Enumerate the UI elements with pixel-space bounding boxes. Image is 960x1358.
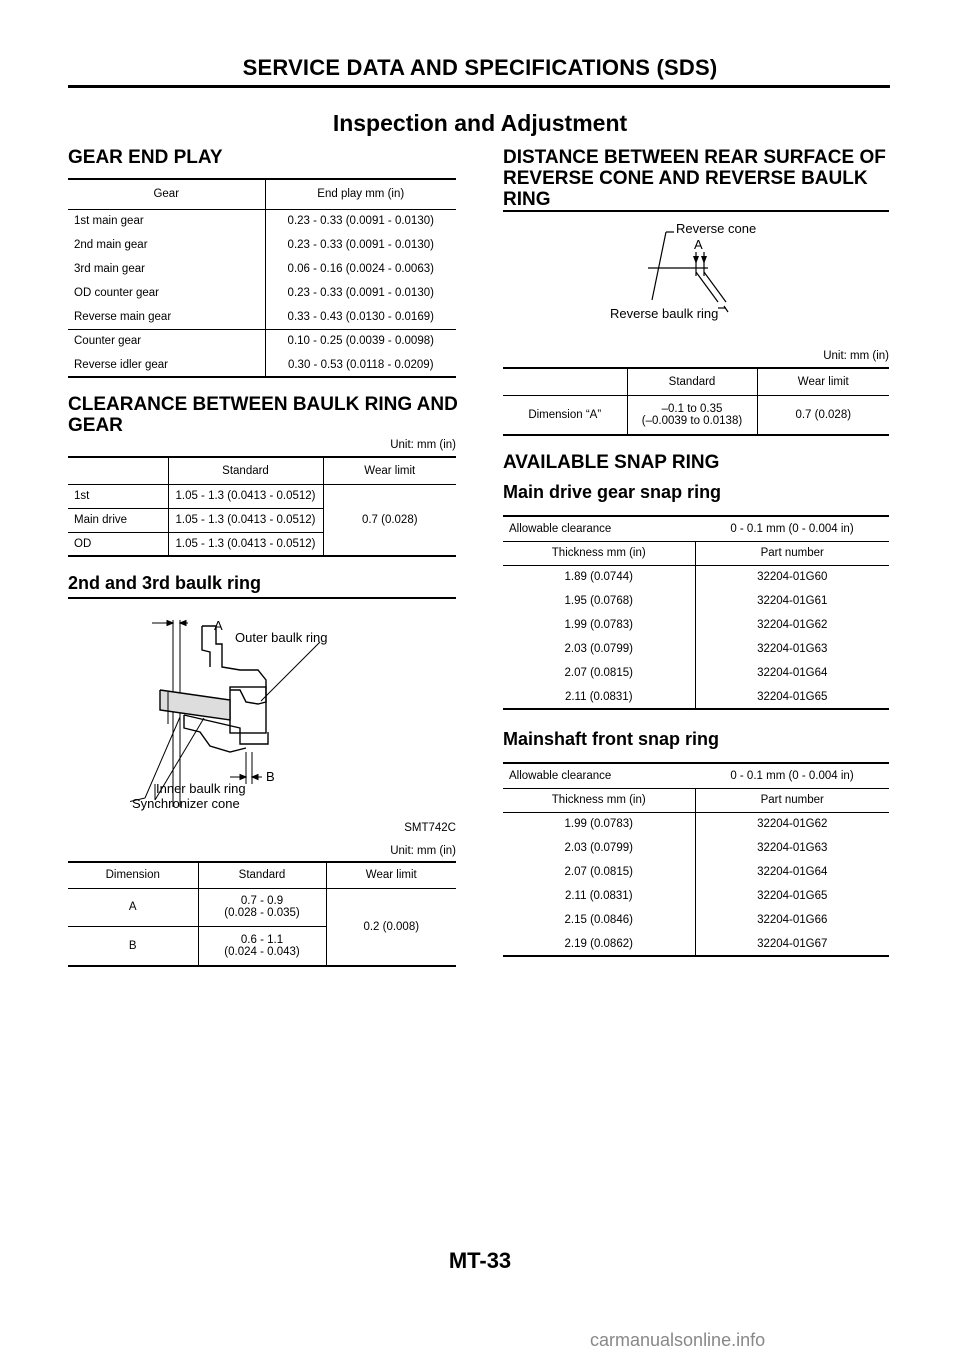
table-cell: 1.05 - 1.3 (0.0413 - 0.0512) xyxy=(168,484,323,508)
clearance-title-line2: GEAR xyxy=(68,415,123,436)
unit-label: Unit: mm (in) xyxy=(390,439,456,451)
col-wear-limit: Wear limit xyxy=(364,464,416,477)
table-cell: 2.11 (0.0831) xyxy=(503,884,695,908)
fig-label-a: A xyxy=(694,237,703,252)
table-cell: 1.05 - 1.3 (0.0413 - 0.0512) xyxy=(168,508,323,532)
reverse-title xyxy=(503,147,886,210)
section-rule xyxy=(503,210,889,212)
fig-label-sync: Synchronizer cone xyxy=(132,796,240,811)
table-cell: 32204-01G64 xyxy=(757,866,828,878)
gear-end-play-table xyxy=(68,178,456,378)
col-dimension: Dimension xyxy=(68,862,198,888)
mainshaft-title: Mainshaft front snap ring xyxy=(503,729,719,749)
unit-label: Unit: mm (in) xyxy=(390,845,456,857)
col-standard: Standard xyxy=(627,368,757,395)
table-cell: 32204-01G66 xyxy=(757,914,828,926)
main-drive-table xyxy=(503,515,889,710)
table-cell xyxy=(627,395,757,435)
col-wear-limit: Wear limit xyxy=(797,375,849,388)
col-thickness: Thickness mm (in) xyxy=(503,541,695,565)
table-cell: 0.33 - 0.43 (0.0130 - 0.0169) xyxy=(287,310,434,323)
col-gear: Gear xyxy=(68,179,265,209)
table-cell: Dimension “A” xyxy=(503,395,627,435)
table-cell: 1.99 (0.0783) xyxy=(503,812,695,836)
std-value-in: (–0.0039 to 0.0138) xyxy=(641,414,743,427)
allowable-value: 0 - 0.1 mm (0 - 0.004 in) xyxy=(730,522,854,535)
snap-ring-title: AVAILABLE SNAP RING xyxy=(503,452,720,473)
section-rule xyxy=(68,597,456,599)
std-value: 0.6 - 1.1 xyxy=(240,933,284,946)
table-cell: 1.05 - 1.3 (0.0413 - 0.0512) xyxy=(168,532,323,556)
table-cell: 2.03 (0.0799) xyxy=(503,836,695,860)
clearance-title xyxy=(68,394,458,436)
table-cell: 2nd main gear xyxy=(68,233,265,257)
table-cell: Main drive xyxy=(68,508,168,532)
col-end-play: End play mm (in) xyxy=(317,188,405,201)
table-cell: 32204-01G63 xyxy=(757,842,828,854)
std-value-in: (0.024 - 0.043) xyxy=(224,945,300,958)
fig-label-a: A xyxy=(214,618,223,633)
col-part-number: Part number xyxy=(760,547,824,559)
std-value: 0.7 - 0.9 xyxy=(240,895,284,907)
table-cell: OD xyxy=(68,532,168,556)
reverse-title-line2: REVERSE CONE AND REVERSE BAULK xyxy=(503,168,868,189)
table-cell: 32204-01G67 xyxy=(757,937,828,950)
table-cell: 1st main gear xyxy=(68,209,265,233)
reverse-title-line3: RING xyxy=(503,189,551,210)
table-cell: 3rd main gear xyxy=(68,257,265,281)
wear-limit-cell: 0.2 (0.008) xyxy=(363,920,420,933)
clearance-table xyxy=(68,456,456,557)
table-cell: 2.03 (0.0799) xyxy=(503,637,695,661)
allowable-label: Allowable clearance xyxy=(509,769,612,782)
std-value-in: (0.028 - 0.035) xyxy=(224,907,300,919)
table-cell: 0.23 - 0.33 (0.0091 - 0.0130) xyxy=(287,287,434,299)
col-wear-limit: Wear limit xyxy=(365,869,417,882)
watermark: carmanualsonline.info xyxy=(590,1330,766,1350)
wear-limit-cell: 0.7 (0.028) xyxy=(361,513,418,526)
baulk-23-title: 2nd and 3rd baulk ring xyxy=(68,573,262,593)
header-rule xyxy=(68,85,890,88)
std-value: –0.1 to 0.35 xyxy=(661,402,723,415)
reverse-table xyxy=(503,367,889,436)
table-cell: 2.11 (0.0831) xyxy=(503,685,695,709)
page-title: Inspection and Adjustment xyxy=(332,110,628,136)
baulk-23-table xyxy=(68,861,456,967)
baulk-ring-figure xyxy=(130,612,360,817)
clearance-title-line1: CLEARANCE BETWEEN BAULK RING AND xyxy=(68,394,458,415)
page-number: MT-33 xyxy=(448,1248,512,1273)
table-cell: 32204-01G62 xyxy=(757,619,828,631)
table-cell: 2.19 (0.0862) xyxy=(503,932,695,956)
reverse-ring-figure xyxy=(608,220,768,325)
col-thickness: Thickness mm (in) xyxy=(503,788,695,812)
fig-label-reverse-baulk: Reverse baulk ring xyxy=(610,306,719,321)
table-cell: OD counter gear xyxy=(68,281,265,305)
table-cell: 1.99 (0.0783) xyxy=(503,613,695,637)
table-cell: 1st xyxy=(68,484,168,508)
table-cell: 0.30 - 0.53 (0.0118 - 0.0209) xyxy=(287,358,434,371)
fig-label-reverse-cone: Reverse cone xyxy=(676,221,757,236)
table-cell: 0.23 - 0.33 (0.0091 - 0.0130) xyxy=(287,215,434,228)
table-cell: 32204-01G60 xyxy=(757,571,828,584)
table-cell: 2.07 (0.0815) xyxy=(503,661,695,685)
table-cell: 32204-01G63 xyxy=(757,643,828,655)
table-cell: 32204-01G64 xyxy=(757,667,828,679)
reverse-title-line1: DISTANCE BETWEEN REAR SURFACE OF xyxy=(503,147,886,168)
table-cell: 32204-01G62 xyxy=(757,818,828,831)
table-cell: 2.15 (0.0846) xyxy=(503,908,695,932)
table-cell: B xyxy=(68,926,198,966)
fig-label-b: B xyxy=(266,769,275,784)
wear-limit-cell: 0.7 (0.028) xyxy=(795,408,852,421)
table-cell: 32204-01G65 xyxy=(757,690,828,703)
col-standard: Standard xyxy=(168,457,323,484)
allowable-label: Allowable clearance xyxy=(509,522,612,535)
table-cell: Reverse idler gear xyxy=(68,353,265,377)
empty-header xyxy=(68,457,168,484)
gear-end-play-title: GEAR END PLAY xyxy=(68,147,223,168)
table-cell xyxy=(198,926,326,966)
table-cell: 32204-01G61 xyxy=(757,595,828,607)
col-standard: Standard xyxy=(198,862,326,888)
empty-header xyxy=(503,368,627,395)
table-cell: Reverse main gear xyxy=(68,305,265,329)
main-drive-title: Main drive gear snap ring xyxy=(503,482,722,502)
table-cell: 32204-01G65 xyxy=(757,890,828,902)
table-cell: 0.06 - 0.16 (0.0024 - 0.0063) xyxy=(287,263,434,275)
table-cell: A xyxy=(68,888,198,926)
table-cell: 1.95 (0.0768) xyxy=(503,589,695,613)
col-part-number: Part number xyxy=(760,794,824,806)
table-cell: 0.23 - 0.33 (0.0091 - 0.0130) xyxy=(287,239,434,251)
allowable-value: 0 - 0.1 mm (0 - 0.004 in) xyxy=(730,769,854,782)
unit-label: Unit: mm (in) xyxy=(823,350,889,362)
table-cell xyxy=(198,888,326,926)
table-cell: 0.10 - 0.25 (0.0039 - 0.0098) xyxy=(287,335,434,348)
section-title: SERVICE DATA AND SPECIFICATIONS (SDS) xyxy=(242,55,718,80)
mainshaft-table xyxy=(503,762,889,957)
table-cell: 2.07 (0.0815) xyxy=(503,860,695,884)
figure-code: SMT742C xyxy=(404,822,456,834)
table-cell: 1.89 (0.0744) xyxy=(503,565,695,589)
fig-label-outer: Outer baulk ring xyxy=(235,630,328,645)
table-cell: Counter gear xyxy=(68,329,265,353)
fig-label-inner: Inner baulk ring xyxy=(156,781,246,796)
